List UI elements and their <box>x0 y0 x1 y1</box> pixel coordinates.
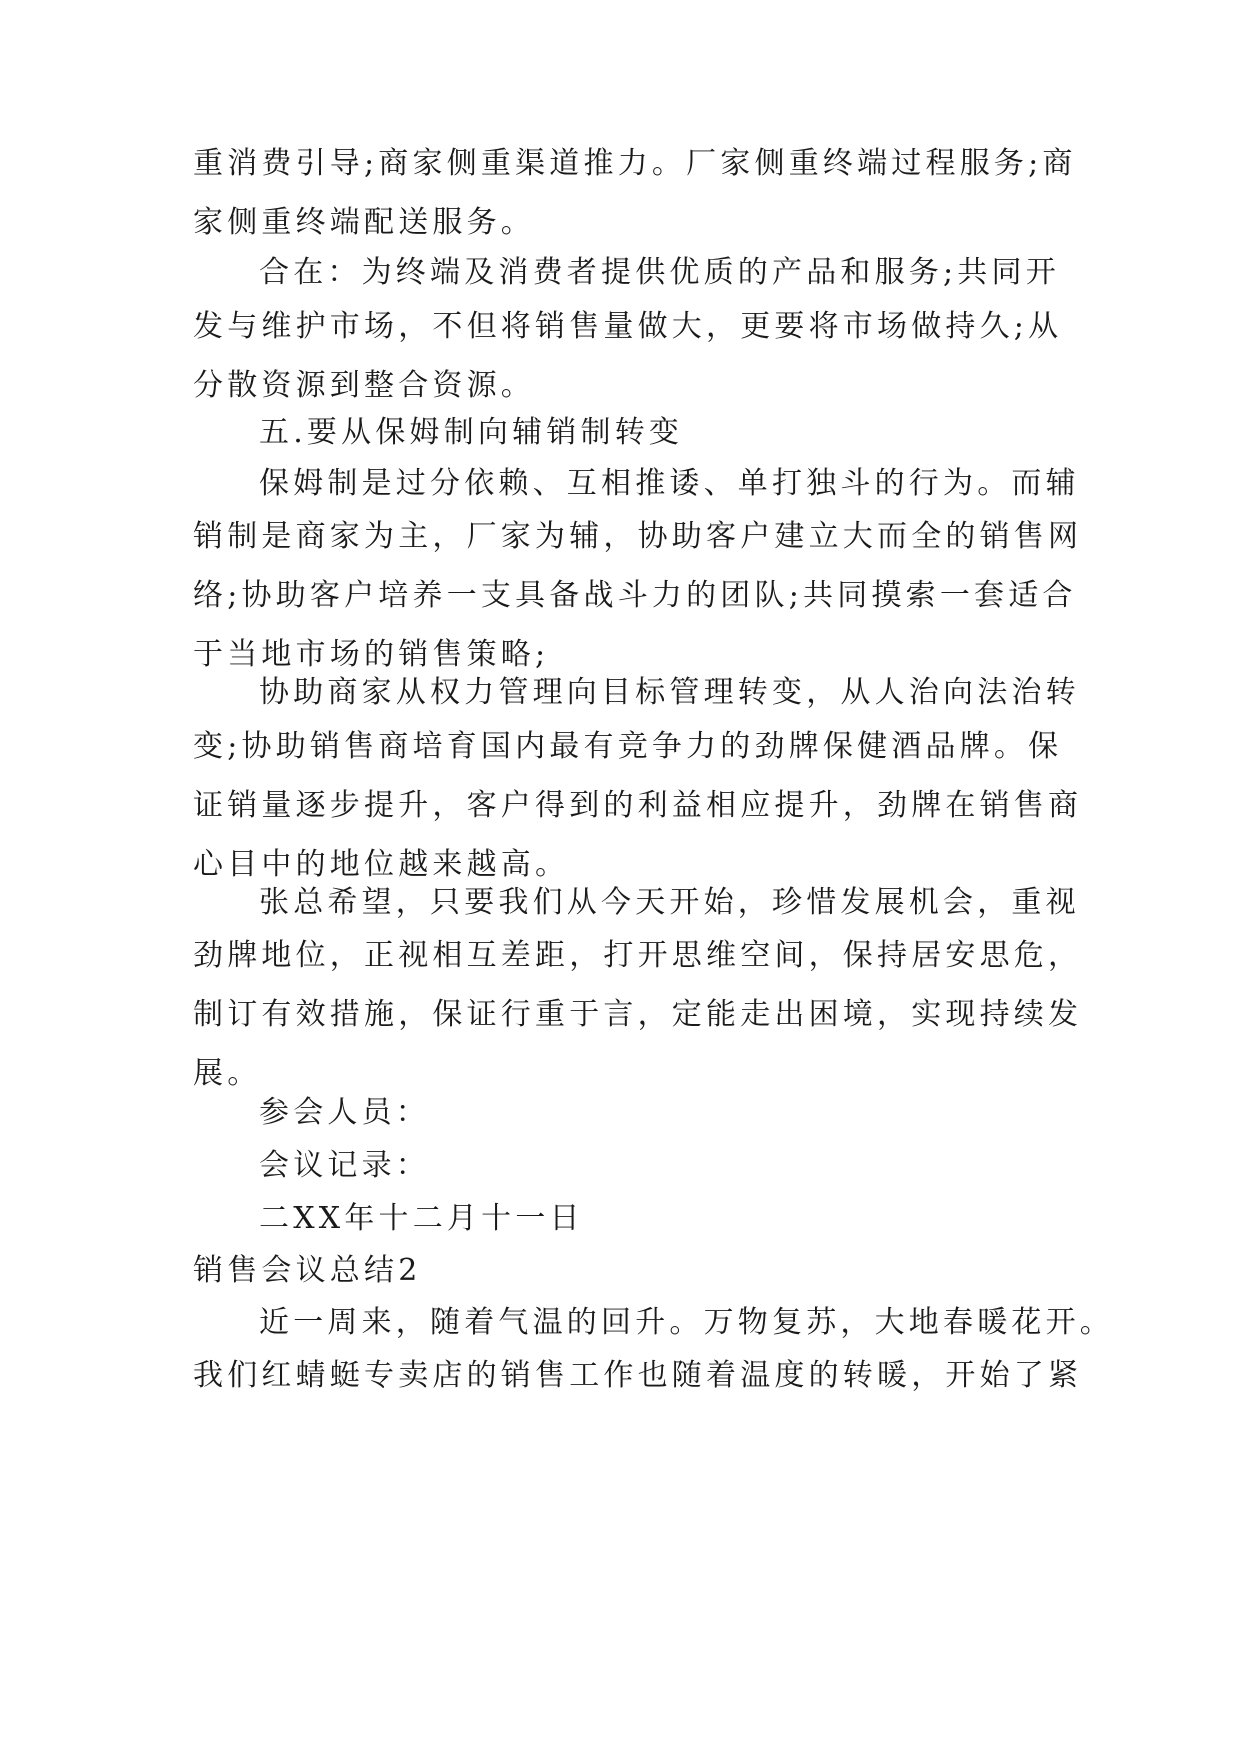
recorder-line <box>259 1136 1121 1195</box>
date-line <box>259 1189 1121 1248</box>
text-line: 销售会议总结2 <box>193 1253 422 1288</box>
text-line: 发与维护市场，不但将销售量做大，更要将市场做持久;从 <box>193 309 1063 344</box>
text-line: 我们红蜻蜓专卖店的销售工作也随着温度的转暖，开始了紧 <box>193 1358 1083 1393</box>
paragraph-jin-yi-zhou-cont <box>193 1346 1083 1405</box>
text-line: 证销量逐步提升，客户得到的利益相应提升，劲牌在销售商 <box>193 788 1083 823</box>
paragraph-baomu-cont <box>193 507 1083 684</box>
paragraph-he-zai-cont <box>193 297 1063 415</box>
text-line: 于当地市场的销售策略; <box>193 637 550 672</box>
paragraph-he-zai <box>259 243 1121 302</box>
paragraph-baomu <box>259 454 1121 513</box>
text-line: 保姆制是过分依赖、互相推诿、单打独斗的行为。而辅 <box>259 466 1080 501</box>
text-line: 销制是商家为主，厂家为辅，协助客户建立大而全的销售网 <box>193 519 1083 554</box>
text-line: 变;协助销售商培育国内最有竞争力的劲牌保健酒品牌。保 <box>193 729 1063 764</box>
text-line: 制订有效措施，保证行重于言，定能走出困境，实现持续发 <box>193 997 1083 1032</box>
text-line: 络;协助客户培养一支具备战斗力的团队;共同摸索一套适合 <box>193 578 1077 613</box>
text-line: 五.要从保姆制向辅销制转变 <box>259 415 684 450</box>
text-line: 张总希望，只要我们从今天开始，珍惜发展机会，重视 <box>259 885 1080 920</box>
section-title-2 <box>193 1241 1055 1300</box>
text-line: 重消费引导;商家侧重渠道推力。厂家侧重终端过程服务;商 <box>193 146 1077 181</box>
paragraph-zhangzong <box>259 873 1121 932</box>
text-line: 展。 <box>193 1056 262 1091</box>
text-line: 分散资源到整合资源。 <box>193 368 535 403</box>
text-line: 合在：为终端及消费者提供优质的产品和服务;共同开 <box>259 255 1060 290</box>
text-line: 参会人员： <box>259 1095 430 1130</box>
text-line: 协助商家从权力管理向目标管理转变，从人治向法治转 <box>259 675 1080 710</box>
body-text <box>193 134 1077 252</box>
paragraph-jin-yi-zhou <box>259 1293 1121 1352</box>
paragraph-xiezhu-cont <box>193 717 1083 894</box>
text-line: 会议记录： <box>259 1148 430 1183</box>
text-line: 近一周来，随着气温的回升。万物复苏，大地春暖花开。 <box>259 1305 1114 1340</box>
paragraph-zhangzong-cont <box>193 926 1083 1103</box>
text-line: 家侧重终端配送服务。 <box>193 205 535 240</box>
text-line: 劲牌地位，正视相互差距，打开思维空间，保持居安思危， <box>193 938 1083 973</box>
paragraph-xiezhu <box>259 663 1121 722</box>
attendees-line <box>259 1083 1121 1142</box>
text-line: 二XX年十二月十一日 <box>259 1201 584 1236</box>
text-line: 心目中的地位越来越高。 <box>193 847 570 882</box>
